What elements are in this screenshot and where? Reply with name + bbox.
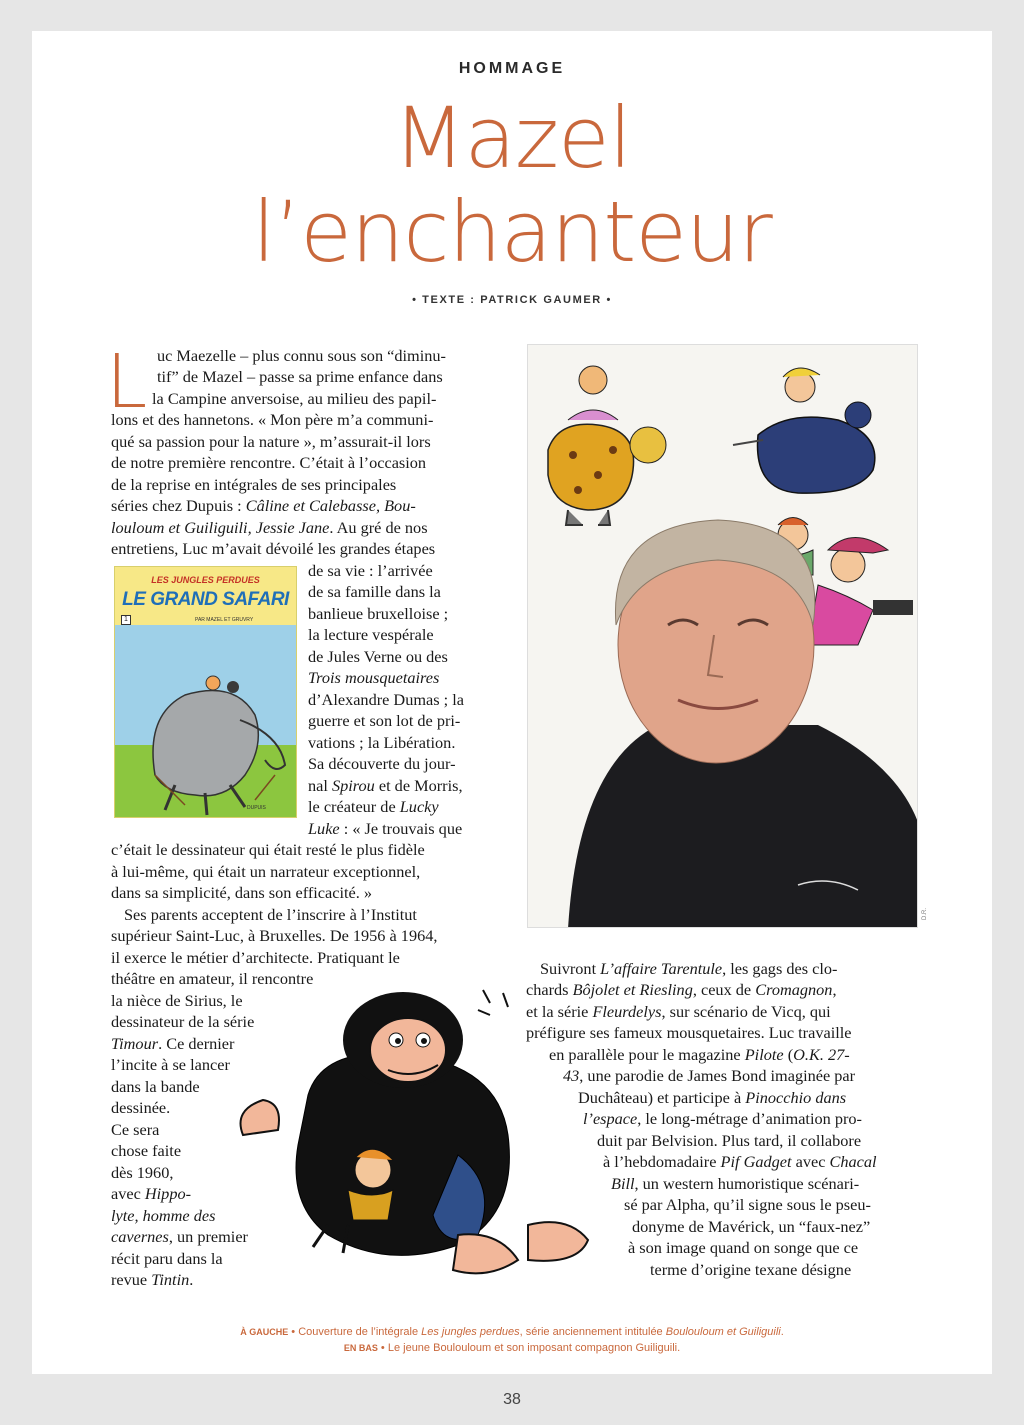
text-line: revue Tintin. [111, 1270, 194, 1289]
text-line: Sa découverte du jour- [308, 754, 456, 773]
text-line: guerre et son lot de pri- [308, 711, 461, 730]
text-line: à son image quand on songe que ce [628, 1238, 859, 1257]
text-line: de la reprise en intégrales de ses principales [111, 475, 397, 494]
text-line: Duchâteau) et participe à Pinocchio dans [578, 1088, 847, 1107]
text-line: chose faite [111, 1141, 182, 1160]
text-line: dès 1960, [111, 1163, 174, 1182]
book-cover-image [114, 566, 297, 818]
text-line: duit par Belvision. Plus tard, il collabore [597, 1131, 862, 1150]
caption-bottom: EN BAS • Le jeune Boulouloum et son imposant compagnon Guiliguili. [343, 1342, 681, 1354]
cover-publisher: DUPUIS [247, 805, 266, 811]
text-line: dans la bande [111, 1077, 200, 1096]
text-line: récit paru dans la [111, 1249, 223, 1268]
text-line: c’était le dessinateur qui était resté le plus fidèle [111, 840, 425, 859]
text-line: l’espace, le long-métrage d’animation pro- [583, 1109, 862, 1128]
byline: • TEXTE : PATRICK GAUMER • [412, 294, 612, 306]
text-line: Ce sera [111, 1120, 160, 1139]
text-line: le créateur de Lucky [308, 797, 439, 816]
text-line: Bill, un western humoristique scénari- [611, 1174, 860, 1193]
section-kicker: HOMMAGE [458, 60, 566, 77]
cover-authors: PAR MAZEL ET GRUVRY [195, 617, 254, 623]
drop-cap: L [106, 339, 148, 425]
portrait-and-sketches [528, 345, 918, 928]
text-line: il exerce le métier d’architecte. Pratiquant le [111, 948, 400, 967]
text-line: dessinée. [111, 1098, 171, 1117]
text-line: tif” de Mazel – passe sa prime enfance dans [157, 367, 443, 386]
text-line: théâtre en amateur, il rencontre [111, 969, 314, 988]
text-line: de notre première rencontre. C’était à l’occasion [111, 453, 427, 472]
text-line: séries chez Dupuis : Câline et Calebasse, Bou- [111, 496, 416, 515]
headline-line-1: Mazel [392, 89, 632, 187]
text-line: Timour. Ce dernier [111, 1034, 235, 1053]
text-line: vations ; la Libération. [308, 733, 456, 752]
page-number: 38 [503, 1391, 521, 1408]
text-line: avec Hippo- [111, 1184, 192, 1203]
text-line: dans sa simplicité, dans son efficacité. » [111, 883, 373, 902]
text-line: d’Alexandre Dumas ; la [308, 690, 464, 709]
elephant-illustration [115, 625, 297, 818]
text-line: terme d’origine texane désigne [650, 1260, 852, 1279]
text-line: lyte, homme des [111, 1206, 216, 1225]
text-line: de sa famille dans la [308, 582, 441, 601]
text-line: à lui-même, qui était un narrateur exceptionnel, [111, 862, 421, 881]
text-line: de sa vie : l’arrivée [308, 561, 433, 580]
text-line: Trois mousquetaires [308, 668, 440, 687]
text-line: Ses parents acceptent de l’inscrire à l’Institut [124, 905, 417, 924]
text-line: l’incite à se lancer [111, 1055, 230, 1074]
text-line: banlieue bruxelloise ; [308, 604, 449, 623]
text-line: en parallèle pour le magazine Pilote (O.K. 27- [549, 1045, 850, 1064]
headline-line-2: l’enchanteur [252, 183, 772, 281]
text-line: supérieur Saint-Luc, à Bruxelles. De 1956 à 1964, [111, 926, 438, 945]
text-line: sé par Alpha, qu’il signe sous le pseu- [624, 1195, 871, 1214]
text-line: lons et des hannetons. « Mon père m’a communi- [111, 410, 434, 429]
cover-album-title: LE GRAND SAFARI [122, 589, 289, 610]
text-line: donyme de Mavérick, un “faux-nez” [632, 1217, 871, 1236]
text-line: Suivront L’affaire Tarentule, les gags des clo- [540, 959, 838, 978]
cover-series-title: LES JUNGLES PERDUES [151, 575, 260, 585]
text-line: louloum et Guiliguili, Jessie Jane. Au gré de nos [111, 518, 428, 537]
text-line: à l’hebdomadaire Pif Gadget avec Chacal [603, 1152, 877, 1171]
text-line: nal Spirou et de Morris, [308, 776, 463, 795]
caption-left: À GAUCHE • Couverture de l’intégrale Les jungles perdues, série anciennement intitulée Boulouloum et Guiliguili. [240, 1326, 784, 1338]
text-line: entretiens, Luc m’avait dévoilé les grandes étapes [111, 539, 436, 558]
cover-volume-number: 1 [121, 615, 131, 625]
photo-credit: D.R. [922, 908, 928, 920]
text-line: Luke : « Je trouvais que [308, 819, 463, 838]
author-portrait-image [527, 344, 918, 928]
text-line: uc Maezelle – plus connu sous son “diminu- [157, 346, 446, 365]
text-line: la lecture vespérale [308, 625, 434, 644]
text-line: dessinateur de la série [111, 1012, 255, 1031]
text-line: 43, une parodie de James Bond imaginée par [563, 1066, 856, 1085]
text-line: chards Bôjolet et Riesling, ceux de Cromagnon, [526, 980, 837, 999]
text-line: et la série Fleurdelys, sur scénario de Vicq, qui [526, 1002, 831, 1021]
text-line: qué sa passion pour la nature », m’assurait-il lors [111, 432, 431, 451]
text-line: cavernes, un premier [111, 1227, 248, 1246]
text-line: de Jules Verne ou des [308, 647, 448, 666]
text-line: la Campine anversoise, au milieu des papil- [152, 389, 437, 408]
text-line: la nièce de Sirius, le [111, 991, 243, 1010]
text-line: préfigure ses fameux mousquetaires. Luc travaille [526, 1023, 852, 1042]
